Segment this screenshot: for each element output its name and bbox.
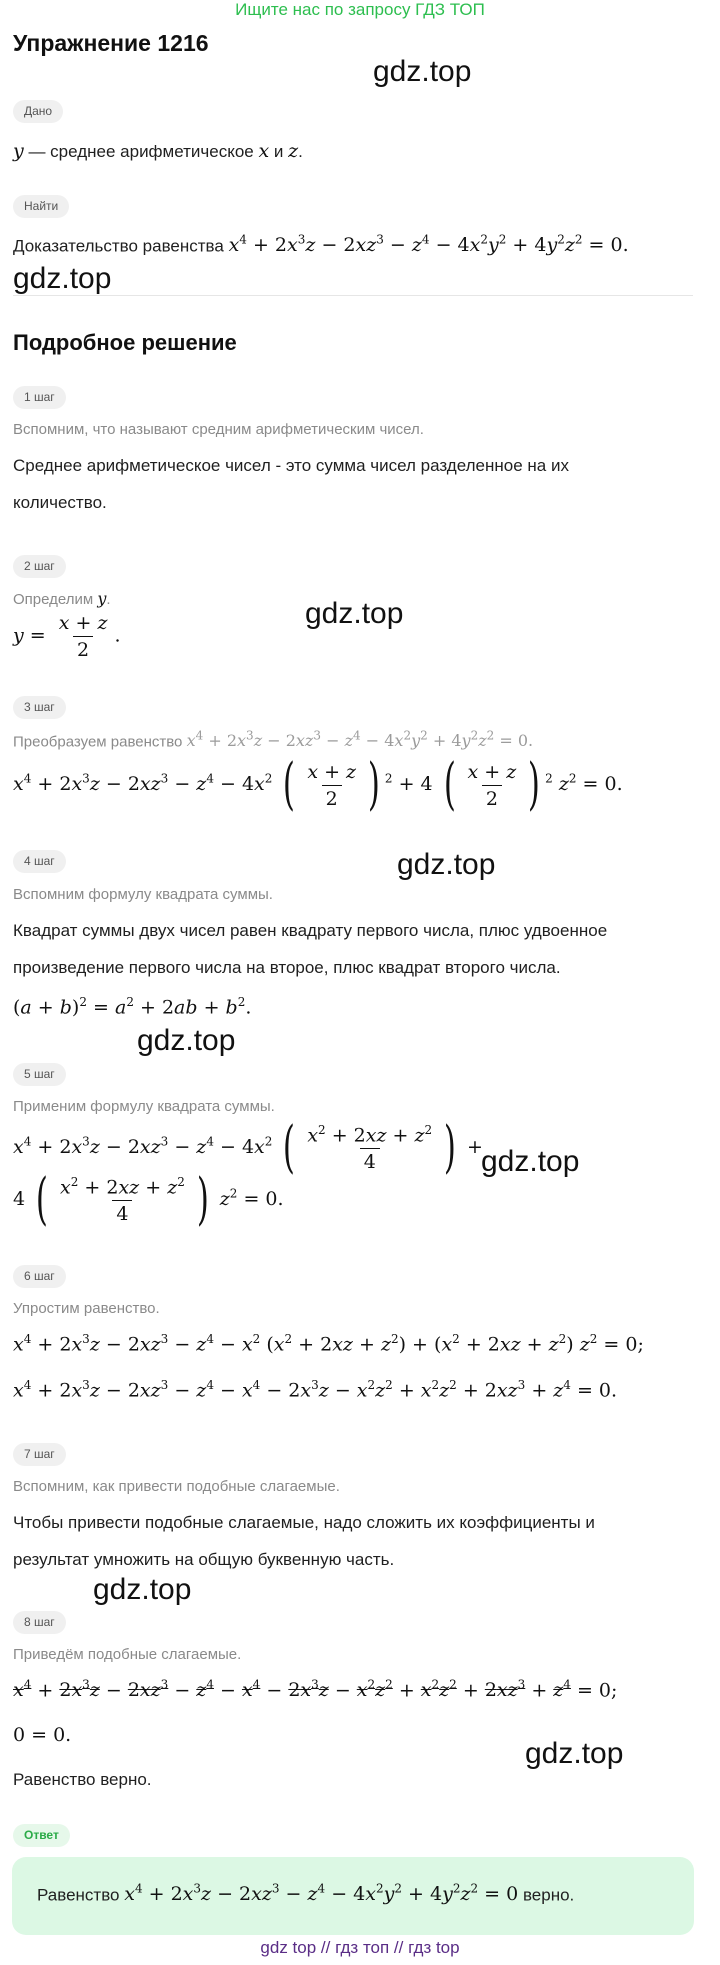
answer-badge: Ответ — [13, 1824, 70, 1847]
step-badge: 8 шаг — [13, 1611, 66, 1634]
step-formula: y = $\frac{x + z}{2}$ . — [13, 612, 121, 661]
step-hint: Вспомним, что называют средним арифметическим чисел. — [13, 421, 424, 438]
step-hint: Упростим равенство. — [13, 1300, 160, 1317]
step-text: количество. — [13, 493, 107, 512]
step-hint: Приведём подобные слагаемые. — [13, 1646, 242, 1663]
step-badge: 6 шаг — [13, 1265, 66, 1288]
step-formula: $x^4 + 2x^3z - 2xz^3 - z^4 - 4x^2$ ( $\frac{x^2 + 2xz + z^2}{4}$ ) + — [13, 1115, 483, 1180]
step-hint: Преобразуем равенство $x^4 + 2x^3z - 2xz^3 - z^4 - 4x^2y^2 + 4y^2z^2 = 0$. — [13, 729, 534, 751]
step-formula: $(a + b)^2 = a^2 + 2ab + b^2$. — [13, 995, 252, 1019]
watermark: gdz.top — [397, 848, 496, 881]
step-text: произведение первого числа на второе, плюс квадрат второго числа. — [13, 958, 561, 977]
step-badge: 7 шаг — [13, 1443, 66, 1466]
step-formula: 4 ( $\frac{x^2 + 2xz + z^2}{4}$ ) $z^2 = 0$. — [13, 1167, 284, 1232]
find-text: Доказательство равенства $x^4 + 2x^3z - 2xz^3 - z^4 - 4x^2y^2 + 4y^2z^2 = 0$. — [13, 233, 629, 257]
step-text: Квадрат суммы двух чисел равен квадрату первого числа, плюс удвоенное — [13, 921, 608, 940]
find-badge: Найти — [13, 195, 69, 218]
watermark: gdz.top — [305, 597, 404, 630]
step-text: Чтобы привести подобные слагаемые, надо сложить их коэффициенты и — [13, 1513, 595, 1532]
step-text: результат умножить на общую буквенную часть. — [13, 1550, 395, 1569]
step-hint: Определим y. — [13, 589, 111, 608]
watermark: gdz.top — [525, 1737, 624, 1770]
answer-text: Равенство $x^4 + 2x^3z - 2xz^3 - z^4 - 4x^2y^2 + 4y^2z^2 = 0$ верно. — [37, 1882, 575, 1906]
step-badge: 5 шаг — [13, 1063, 66, 1086]
step-text: Среднее арифметическое чисел - это сумма чисел разделенное на их — [13, 456, 569, 475]
step-formula: $x^4 + 2x^3z - 2xz^3 - z^4 - x^2$ $(x^2 + 2xz + z^2) + (x^2 + 2xz + z^2) z^2 = 0$; — [13, 1332, 644, 1356]
step-hint: Вспомним, как привести подобные слагаемые. — [13, 1478, 340, 1495]
step-badge: 4 шаг — [13, 850, 66, 873]
given-badge: Дано — [13, 100, 63, 123]
step-badge: 2 шаг — [13, 555, 66, 578]
watermark: gdz.top — [481, 1145, 580, 1178]
step-hint: Вспомним формулу квадрата суммы. — [13, 886, 273, 903]
step-text: Равенство верно. — [13, 1770, 152, 1789]
step-hint: Применим формулу квадрата суммы. — [13, 1098, 275, 1115]
step-formula: $x^4 + 2x^3z - 2xz^3 - z^4 - x^4 - 2x^3z - x^2z^2 + x^2z^2 + 2xz^3 + z^4 = 0$; — [13, 1678, 618, 1702]
solution-title: Подробное решение — [13, 330, 237, 355]
search-banner: Ищите нас по запросу ГДЗ ТОП — [235, 0, 485, 19]
watermark: gdz.top — [93, 1573, 192, 1606]
step-formula: 0 = 0. — [13, 1724, 72, 1746]
divider — [13, 295, 693, 296]
step-formula: $x^4 + 2x^3z - 2xz^3 - z^4 - 4x^2$ ( $\frac{x + z}{2}$ ) $^2$ + 4 ( $\frac{x + z}{2}$ ) $^2$ $z^2 = 0$. — [13, 752, 623, 817]
watermark: gdz.top — [373, 55, 472, 88]
given-text: y — среднее арифметическое x и z. — [13, 140, 303, 162]
watermark: gdz.top — [137, 1024, 236, 1057]
footer-links[interactable]: gdz top // гдз топ // гдз top — [260, 1938, 460, 1957]
step-badge: 3 шаг — [13, 696, 66, 719]
step-badge: 1 шаг — [13, 386, 66, 409]
watermark: gdz.top — [13, 262, 112, 295]
step-formula: $x^4 + 2x^3z - 2xz^3 - z^4 - x^4 - 2x^3z - x^2z^2 + x^2z^2 + 2xz^3 + z^4 = 0$. — [13, 1378, 618, 1402]
page-title: Упражнение 1216 — [13, 30, 209, 56]
